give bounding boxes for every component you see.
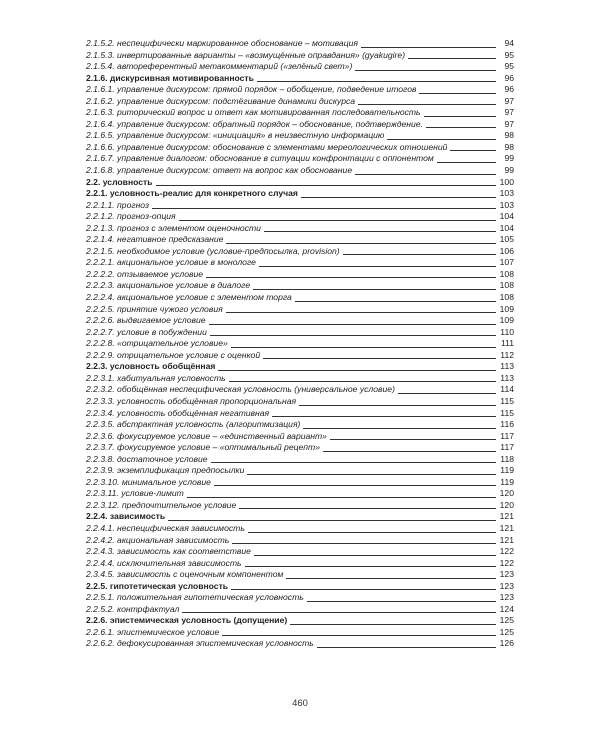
toc-entry — [86, 350, 514, 362]
toc-leader-line — [419, 93, 496, 94]
toc-leader-line — [330, 439, 496, 440]
toc-entry-page: 115 — [500, 395, 514, 406]
toc-entry — [86, 50, 514, 62]
toc-leader-line — [152, 208, 496, 209]
toc-entry-page: 97 — [504, 118, 514, 129]
toc-entry-page: 117 — [500, 442, 514, 453]
toc-leader-line — [257, 81, 496, 82]
toc-entry — [86, 535, 514, 547]
toc-entry-page: 108 — [499, 292, 514, 303]
toc-leader-line — [182, 612, 496, 613]
toc-entry-page: 108 — [499, 280, 514, 291]
toc-entry-title: 2.1.6.6. управление дискурсом: обоснование с элементами мереологических отношений — [86, 141, 448, 152]
toc-leader-line — [408, 58, 496, 59]
toc-leader-line — [295, 301, 496, 302]
toc-entry-title: 2.2.3.12. предпочтительное условие — [86, 499, 237, 510]
toc-leader-line — [218, 370, 496, 371]
toc-entry — [86, 84, 514, 96]
toc-leader-line — [398, 393, 496, 394]
toc-entry — [86, 477, 514, 489]
toc-entry-title: 2.2.2.4. акциональное условие с элементом торга — [86, 292, 292, 303]
toc-entry — [86, 246, 514, 258]
toc-entry-page: 96 — [504, 84, 514, 95]
toc-leader-line — [387, 139, 496, 140]
toc-entry — [86, 130, 514, 142]
toc-entry — [86, 546, 514, 558]
toc-entry — [86, 592, 514, 604]
toc-entry-page: 108 — [499, 268, 514, 279]
toc-entry — [86, 419, 514, 431]
toc-entry-title: 2.1.6.1. управление дискурсом: прямой порядок – обобщение, подведение итогов — [86, 84, 417, 95]
toc-entry — [86, 569, 514, 581]
toc-entry — [86, 338, 514, 350]
toc-leader-line — [307, 601, 496, 602]
toc-entry — [86, 165, 514, 177]
toc-entry — [86, 304, 514, 316]
toc-entry-page: 110 — [500, 326, 514, 337]
toc-entry — [86, 292, 514, 304]
toc-entry — [86, 465, 514, 477]
toc-entry-title: 2.1.6.8. управление дискурсом: ответ на вопрос как обоснование — [86, 165, 353, 176]
toc-section-entry — [86, 177, 514, 189]
toc-entry-page: 114 — [500, 384, 514, 395]
toc-leader-line — [355, 174, 496, 175]
toc-entry-title: 2.2.4.2. акциональная зависимость — [86, 534, 230, 545]
toc-entry-title: 2.2.3.2. обобщённая неспецифическая условность (универсальное условие) — [86, 384, 395, 395]
toc-entry-page: 124 — [499, 603, 514, 614]
toc-entry-title: 2.2.3.4. условность обобщённая негативная — [86, 407, 270, 418]
table-of-contents — [86, 38, 514, 650]
toc-section-entry — [86, 615, 514, 627]
toc-entry-page: 113 — [500, 372, 514, 383]
toc-leader-line — [323, 451, 496, 452]
toc-entry-page: 95 — [504, 49, 514, 60]
toc-leader-line — [355, 70, 496, 71]
toc-entry-title: 2.2.2.5. принятие чужого условия — [86, 303, 223, 314]
toc-leader-line — [424, 116, 496, 117]
toc-leader-line — [231, 347, 496, 348]
toc-entry — [86, 500, 514, 512]
toc-entry-title: 2.2.4. зависимость — [86, 511, 166, 522]
toc-entry-title: 2.2.4.3. зависимость как соответствие — [86, 546, 251, 557]
toc-entry-page: 109 — [499, 303, 514, 314]
toc-entry-title: 2.2.6. эпистемическая условность (допущение) — [86, 615, 288, 626]
toc-entry — [86, 234, 514, 246]
toc-entry-page: 122 — [499, 546, 514, 557]
toc-entry-page: 95 — [504, 61, 514, 72]
toc-entry-title: 2.1.6. дискурсивная мотивированность — [86, 72, 254, 83]
toc-entry-title: 2.2.1.4. негативное предсказание — [86, 234, 224, 245]
toc-entry — [86, 61, 514, 73]
toc-entry-title: 2.2.5.2. контрфактуал — [86, 603, 180, 614]
toc-entry — [86, 488, 514, 500]
toc-entry-title: 2.2.3.5. абстрактная условность (алгоритмизация) — [86, 419, 301, 430]
toc-entry — [86, 638, 514, 650]
toc-entry-page: 94 — [504, 38, 514, 48]
toc-entry — [86, 269, 514, 281]
toc-leader-line — [168, 520, 496, 521]
toc-entry — [86, 119, 514, 131]
toc-entry-title: 2.2.3.9. экземплификация предпосылки — [86, 465, 245, 476]
toc-leader-line — [361, 47, 496, 48]
toc-entry-page: 99 — [504, 165, 514, 176]
toc-entry-page: 120 — [499, 499, 514, 510]
toc-entry-title: 2.2.5. гипотетическая условность — [86, 580, 229, 591]
toc-entry-title: 2.2.3. условность обобщённая — [86, 361, 216, 372]
toc-leader-line — [245, 566, 496, 567]
toc-entry-page: 121 — [499, 534, 514, 545]
toc-entry-page: 107 — [499, 257, 514, 268]
toc-leader-line — [450, 150, 496, 151]
toc-entry — [86, 107, 514, 119]
toc-entry-title: 2.2.1. условность-реалис для конкретного случая — [86, 188, 298, 199]
toc-leader-line — [210, 335, 496, 336]
toc-leader-line — [317, 647, 496, 648]
toc-leader-line — [299, 405, 496, 406]
toc-entry-title: 2.1.5.3. инвертированные варианты – «возмущённые оправдания» (gyakugire) — [86, 49, 406, 60]
toc-leader-line — [264, 231, 496, 232]
toc-entry-title: 2.2.3.3. условность обобщённая пропорциональная — [86, 395, 297, 406]
toc-leader-line — [179, 220, 496, 221]
toc-entry-title: 2.2.1.5. необходимое условие (условие-предпосылка, provision) — [86, 245, 340, 256]
toc-entry-title: 2.1.6.7. управление диалогом: обоснование в ситуации конфронтации с оппонентом — [86, 153, 434, 164]
toc-entry-page: 123 — [499, 592, 514, 603]
toc-entry-title: 2.2.2.6. выдвигаемое условие — [86, 315, 206, 326]
toc-entry — [86, 442, 514, 454]
toc-leader-line — [253, 289, 496, 290]
toc-entry-title: 2.2.3.11. условие-лимит — [86, 488, 184, 499]
toc-entry-page: 96 — [504, 72, 514, 83]
toc-entry — [86, 200, 514, 212]
toc-entry-title: 2.2.2.7. условие в побуждении — [86, 326, 207, 337]
toc-entry-title: 2.1.6.4. управление дискурсом: обратный порядок – обоснование, подтверждение. — [86, 118, 423, 129]
toc-entry-title: 2.2. условность — [86, 176, 153, 187]
toc-entry-title: 2.2.1.2. прогноз-опция — [86, 211, 176, 222]
toc-leader-line — [248, 532, 496, 533]
toc-entry-page: 112 — [500, 349, 514, 360]
toc-leader-line — [214, 485, 496, 486]
toc-leader-line — [263, 358, 496, 359]
toc-leader-line — [206, 277, 496, 278]
toc-entry-page: 115 — [500, 407, 514, 418]
toc-leader-line — [259, 266, 496, 267]
toc-entry — [86, 280, 514, 292]
toc-entry-page: 104 — [499, 211, 514, 222]
toc-entry-title: 2.2.3.6. фокусируемое условие – «единственный вариант» — [86, 430, 327, 441]
toc-entry-page: 105 — [499, 234, 514, 245]
toc-entry — [86, 396, 514, 408]
toc-entry — [86, 327, 514, 339]
toc-entry-page: 123 — [499, 580, 514, 591]
toc-entry-page: 109 — [499, 315, 514, 326]
toc-entry — [86, 431, 514, 443]
toc-entry-title: 2.2.6.1. эпистемическое условие — [86, 626, 220, 637]
toc-entry-title: 2.2.2.9. отрицательное условие с оценкой — [86, 349, 261, 360]
toc-leader-line — [222, 635, 496, 636]
toc-entry-page: 106 — [499, 245, 514, 256]
toc-entry-page: 125 — [499, 626, 514, 637]
toc-section-entry — [86, 188, 514, 200]
toc-entry-page: 116 — [500, 419, 514, 430]
toc-entry — [86, 373, 514, 385]
toc-section-entry — [86, 511, 514, 523]
toc-leader-line — [358, 104, 496, 105]
toc-entry-title: 2.2.1.1. прогноз — [86, 199, 149, 210]
toc-entry-title: 2.2.2.8. «отрицательное условие» — [86, 338, 228, 349]
toc-entry-title: 2.2.2.3. акциональное условие в диалоге — [86, 280, 251, 291]
toc-entry — [86, 454, 514, 466]
toc-entry-title: 2.2.3.1. хабитуальная условность — [86, 372, 226, 383]
toc-entry-title: 2.1.6.5. управление дискурсом: «инициация» в неизвестную информацию — [86, 130, 385, 141]
toc-leader-line — [343, 254, 496, 255]
page-number: 460 — [292, 698, 308, 709]
toc-leader-line — [426, 127, 496, 128]
toc-entry — [86, 38, 514, 50]
toc-entry — [86, 604, 514, 616]
toc-section-entry — [86, 73, 514, 85]
toc-leader-line — [303, 428, 496, 429]
toc-entry-title: 2.2.5.1. положительная гипотетическая условность — [86, 592, 304, 603]
toc-entry-page: 104 — [499, 222, 514, 233]
toc-leader-line — [437, 162, 496, 163]
toc-entry-title: 2.1.5.2. неспецифически маркированное обоснование – мотивация — [86, 38, 358, 48]
toc-entry-page: 122 — [499, 557, 514, 568]
toc-section-entry — [86, 361, 514, 373]
toc-entry-page: 119 — [500, 476, 514, 487]
toc-entry-title: 2.1.5.4. автореферентный метакомментарий («зелёный свет») — [86, 61, 353, 72]
toc-leader-line — [247, 474, 496, 475]
toc-entry-title: 2.2.2.1. акциональное условие в монологе — [86, 257, 256, 268]
toc-section-entry — [86, 581, 514, 593]
toc-entry — [86, 211, 514, 223]
toc-leader-line — [187, 497, 496, 498]
toc-entry-page: 118 — [500, 453, 514, 464]
toc-entry-title: 2.2.3.7. фокусируемое условие – «оптимальный рецепт» — [86, 442, 320, 453]
toc-entry-page: 121 — [499, 511, 514, 522]
toc-entry-title: 2.2.1.3. прогноз с элементом оценочности — [86, 222, 261, 233]
toc-entry-page: 125 — [499, 615, 514, 626]
toc-leader-line — [286, 578, 496, 579]
toc-entry — [86, 257, 514, 269]
toc-leader-line — [272, 416, 496, 417]
toc-entry-page: 111 — [500, 338, 514, 349]
toc-leader-line — [232, 543, 496, 544]
toc-entry-page: 99 — [504, 153, 514, 164]
toc-entry-page: 126 — [499, 638, 514, 649]
toc-entry-title: 2.2.3.8. достаточное условие — [86, 453, 208, 464]
toc-entry-title: 2.1.6.2. управление дискурсом: подстёгивание динамики дискурса — [86, 95, 356, 106]
toc-entry — [86, 96, 514, 108]
toc-entry — [86, 408, 514, 420]
toc-entry-title: 2.2.3.10. минимальное условие — [86, 476, 211, 487]
toc-entry-page: 120 — [499, 488, 514, 499]
toc-leader-line — [254, 555, 496, 556]
toc-leader-line — [301, 197, 496, 198]
toc-entry-page: 97 — [504, 95, 514, 106]
toc-entry-title: 2.3.4.5. зависимость с оценочным компонентом — [86, 569, 284, 580]
toc-entry-page: 103 — [499, 188, 514, 199]
toc-entry — [86, 153, 514, 165]
toc-leader-line — [211, 462, 496, 463]
toc-entry — [86, 315, 514, 327]
toc-leader-line — [231, 589, 496, 590]
toc-entry-page: 98 — [504, 141, 514, 152]
toc-entry-page: 97 — [504, 107, 514, 118]
toc-entry — [86, 384, 514, 396]
toc-entry-page: 123 — [499, 569, 514, 580]
toc-entry-page: 117 — [500, 430, 514, 441]
toc-entry — [86, 558, 514, 570]
toc-leader-line — [226, 312, 496, 313]
toc-leader-line — [226, 243, 496, 244]
toc-entry-page: 98 — [504, 130, 514, 141]
toc-entry — [86, 223, 514, 235]
toc-entry-page: 113 — [500, 361, 514, 372]
toc-entry — [86, 142, 514, 154]
toc-entry-title: 2.2.2.2. отзываемое условие — [86, 268, 204, 279]
toc-leader-line — [209, 324, 496, 325]
toc-entry-title: 2.2.6.2. дефокусированная эпистемическая условность — [86, 638, 314, 649]
toc-leader-line — [229, 381, 496, 382]
toc-entry-page: 119 — [500, 465, 514, 476]
toc-entry-title: 2.2.4.1. неспецифическая зависимость — [86, 522, 245, 533]
toc-entry — [86, 627, 514, 639]
toc-entry-page: 121 — [499, 522, 514, 533]
toc-leader-line — [290, 624, 496, 625]
toc-entry-title: 2.2.4.4. исключительная зависимость — [86, 557, 242, 568]
toc-leader-line — [239, 508, 496, 509]
toc-entry — [86, 523, 514, 535]
toc-leader-line — [156, 185, 496, 186]
toc-entry-page: 103 — [499, 199, 514, 210]
toc-entry-page: 100 — [499, 176, 514, 187]
toc-entry-title: 2.1.6.3. риторический вопрос и ответ как мотивированная последовательность — [86, 107, 421, 118]
